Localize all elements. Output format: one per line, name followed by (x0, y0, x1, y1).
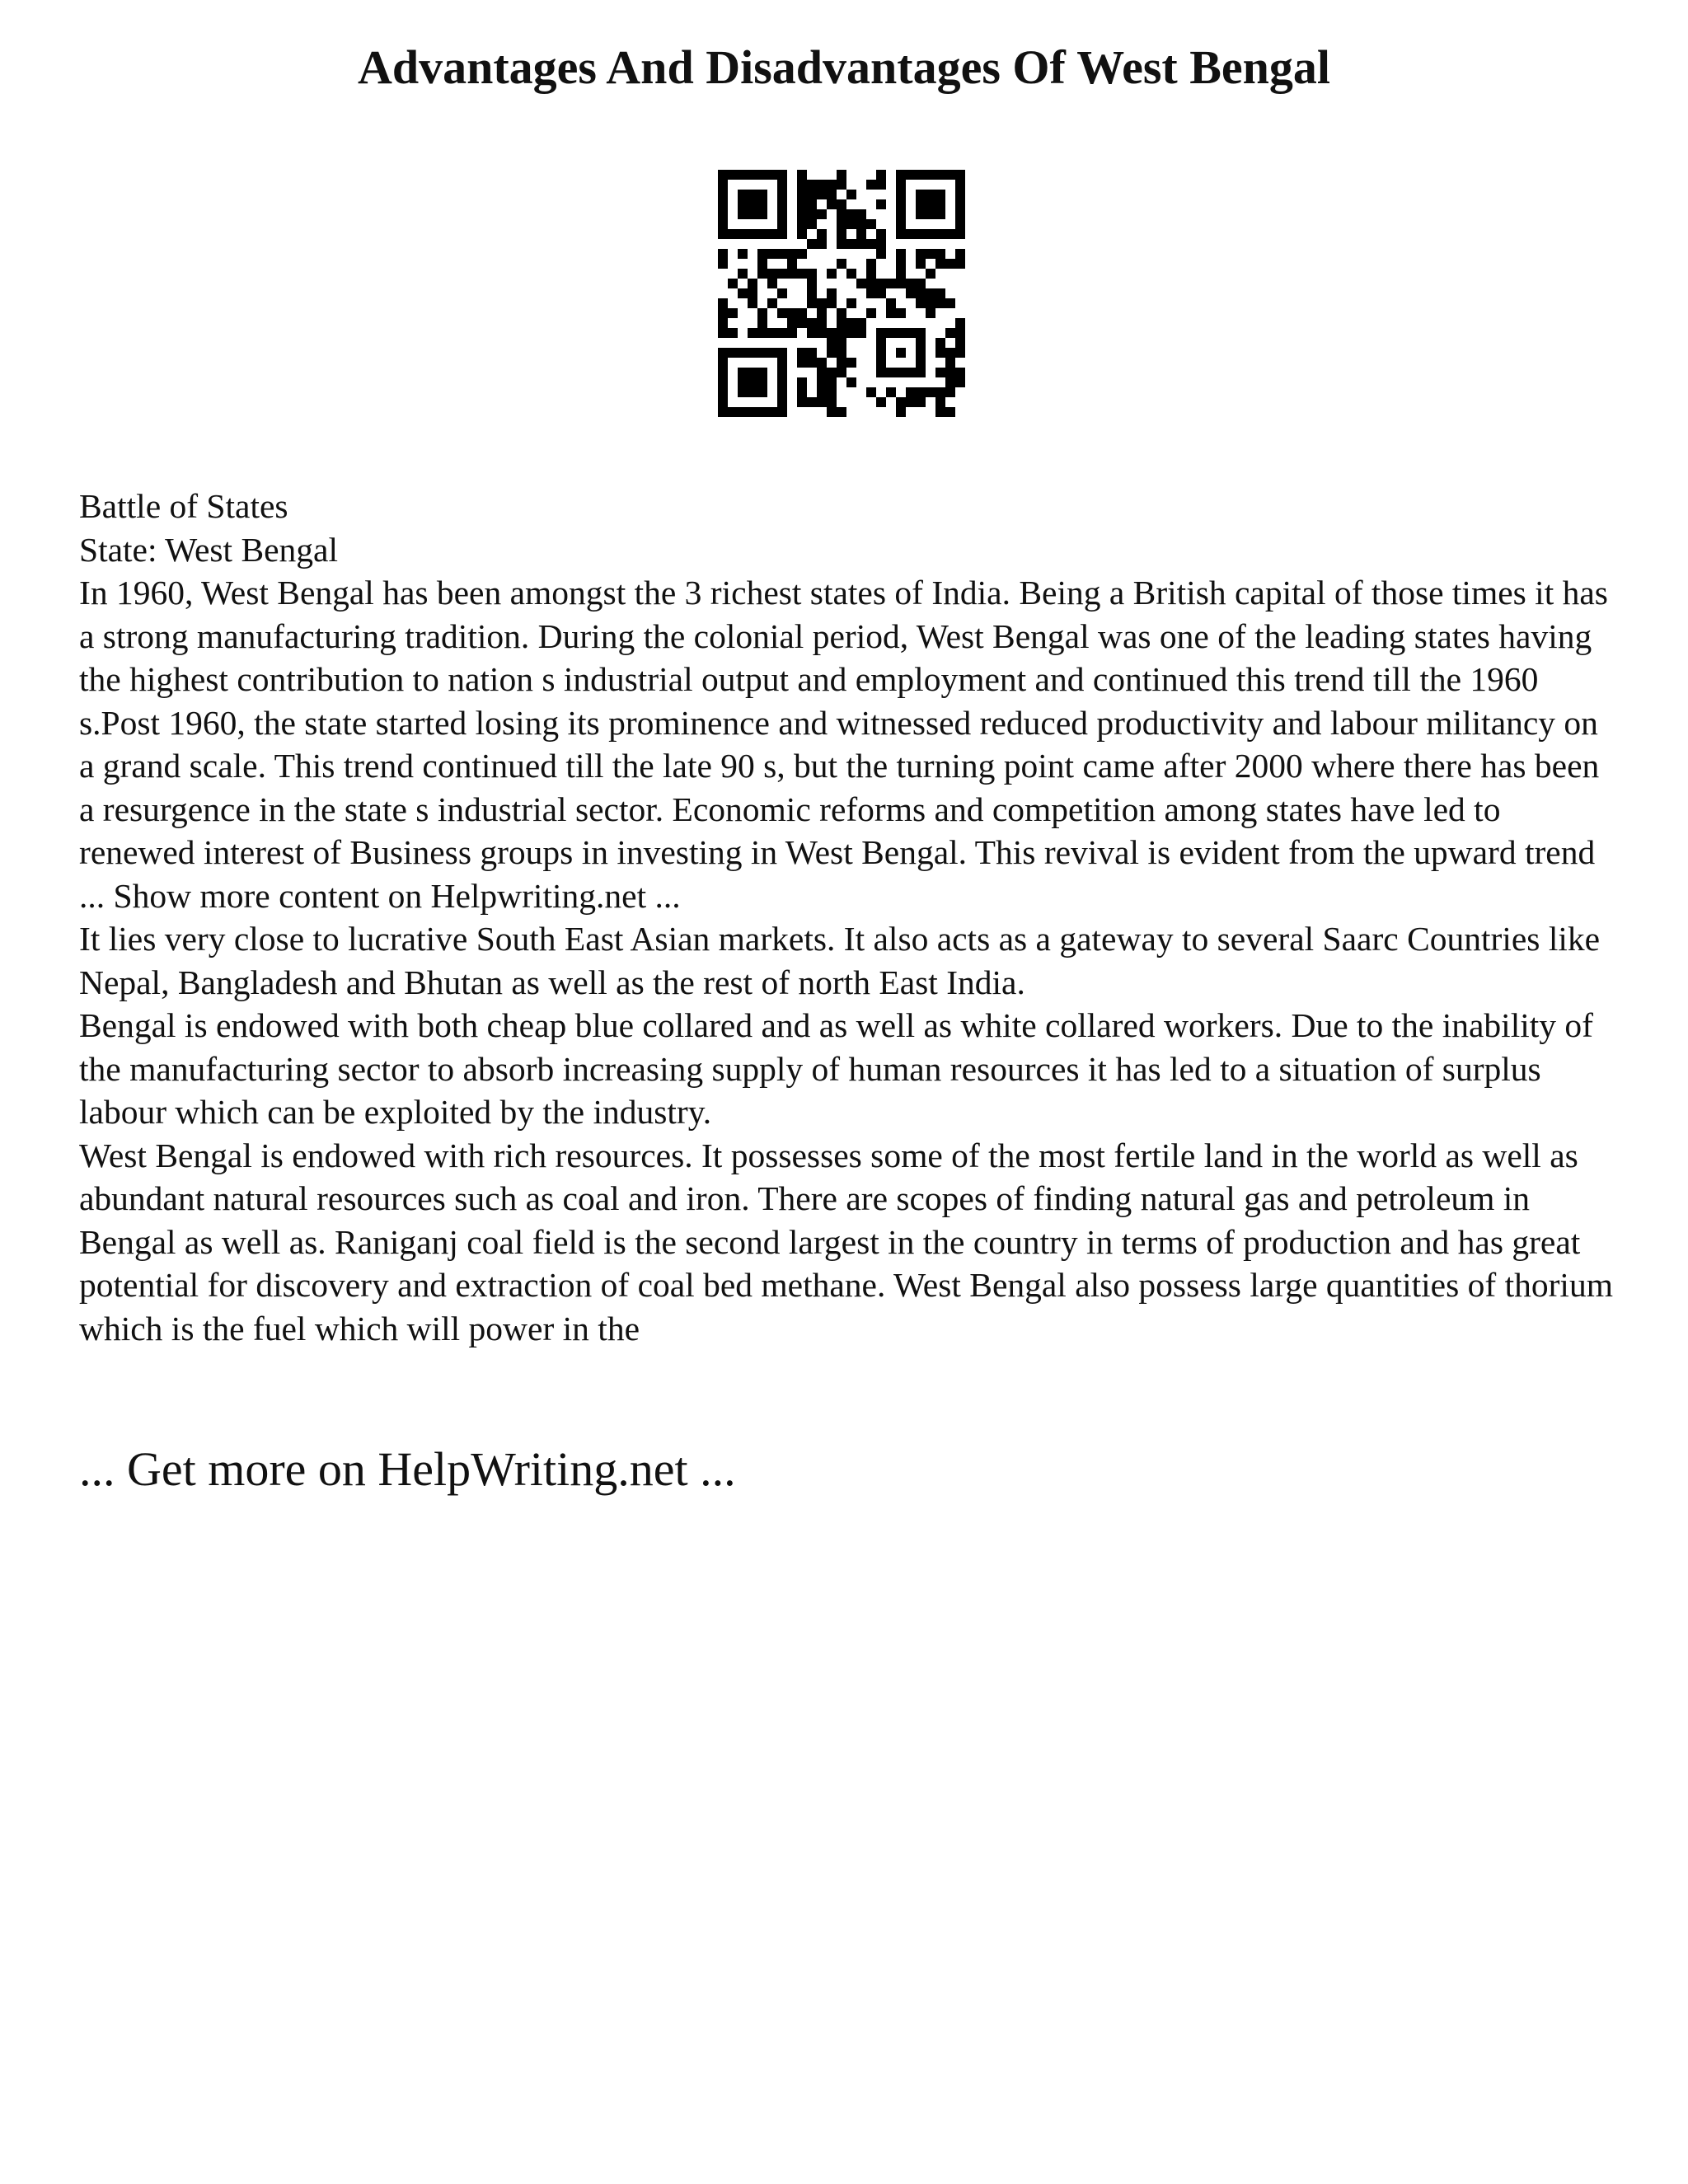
paragraph: It lies very close to lucrative South East Asian markets. It also acts as a gateway to several Saarc Countries like Nepal, Bangladesh and Bhutan as well as the rest of north East India. (79, 920, 1601, 1001)
paragraph: Battle of States (79, 487, 288, 525)
paragraph: West Bengal is endowed with rich resources. It possesses some of the most fertile land in the world as well as abundant natural resources such as coal and iron. There are scopes of finding natural gas and petroleum in Bengal as well as. Raniganj coal field is the second largest in the country in terms of production and has great potential for discovery and extraction of coal bed methane. West Bengal also possess large quantities of thorium which is the fuel which will power in the (79, 1136, 1613, 1347)
document-title: Advantages And Disadvantages Of West Bengal (357, 40, 1331, 94)
paragraph: In 1960, West Bengal has been amongst the 3 richest states of India. Being a British capital of those times it has a strong manufacturing tradition. During the colonial period, West Bengal was one of the leading states having the highest contribution to nation s industrial output and employment and continued this trend till the 1960 s.Post 1960, the state started losing its prominence and witnessed reduced productivity and labour militancy on a grand scale. This trend continued till the late 90 s, but the turning point came after 2000 where there has been a resurgence in the state s industrial sector. Economic reforms and competition among states have led to renewed interest of Business groups in investing in West Bengal. This revival is evident from the upward trend ... Show more content on Helpwriting.net ... (79, 574, 1608, 915)
article-body (79, 485, 1620, 1350)
paragraph: State: West Bengal (79, 530, 339, 569)
paragraph: Bengal is endowed with both cheap blue collared and as well as white collared workers. Due to the inability of the manufacturing sector to absorb increasing supply of human resources it has led to a situation of surplus labour which can be exploited by the industry. (79, 1006, 1593, 1131)
qr-code-icon (718, 170, 965, 417)
qr-code[interactable] (718, 170, 965, 417)
get-more-link[interactable]: ... Get more on HelpWriting.net ... (79, 1442, 736, 1496)
